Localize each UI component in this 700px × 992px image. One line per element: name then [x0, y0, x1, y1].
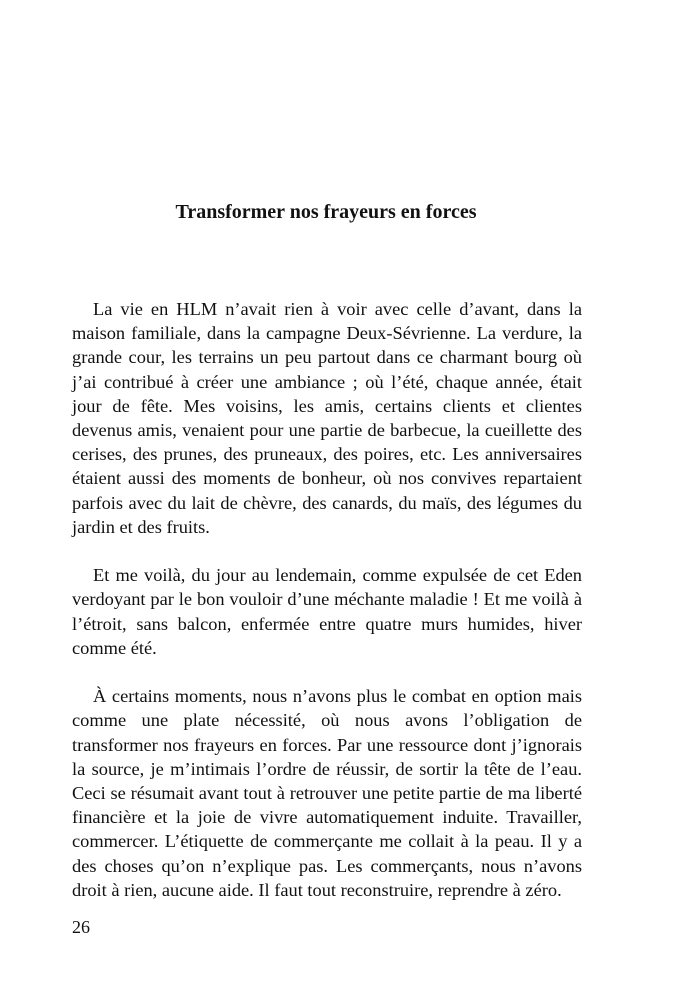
body-text: [72, 297, 582, 902]
paragraph-hlm-life: La vie en HLM n’avait rien à voir avec celle d’avant, dans la maison familiale, dans la campagne Deux-Sévrienne. La verdure, la grande cour, les terrains un peu partout dans ce charmant bourg où j’ai contribué à créer une ambiance ; où l’été, chaque année, était jour de fête. Mes voisins, les amis, certains clients et clientes devenus amis, venaient pour une partie de barbecue, la cueillette des cerises, des prunes, des pruneaux, des poires, etc. Les anniversaires étaient aussi des moments de bonheur, où nos convives repartaient parfois avec du lait de chèvre, des canards, du maïs, des légumes du jardin et des fruits.: [72, 299, 582, 537]
paragraph-eden-expulsion: Et me voilà, du jour au lendemain, comme expulsée de cet Eden verdoyant par le bon vouloir d’une méchante maladie ! Et me voilà à l’étroit, sans balcon, enfermée entre quatre murs humides, hiver comme été.: [72, 565, 582, 658]
page-number: 26: [72, 917, 90, 937]
chapter-title: Transformer nos frayeurs en forces: [175, 201, 477, 223]
paragraph-transform-fears: À certains moments, nous n’avons plus le combat en option mais comme une plate nécessité, où nous avons l’obligation de transformer nos frayeurs en forces. Par une ressource dont j’ignorais la source, je m’intimais l’ordre de réussir, de sortir la tête de l’eau. Ceci se résumait avant tout à retrouver une petite partie de ma liberté financière et la joie de vivre automatiquement induite. Travailler, commercer. L’étiquette de commerçante me collait à la peau. Il y a des choses qu’on n’explique pas. Les commerçants, nous n’avons droit à rien, aucune aide. Il faut tout reconstruire, reprendre à zéro.: [72, 686, 582, 900]
